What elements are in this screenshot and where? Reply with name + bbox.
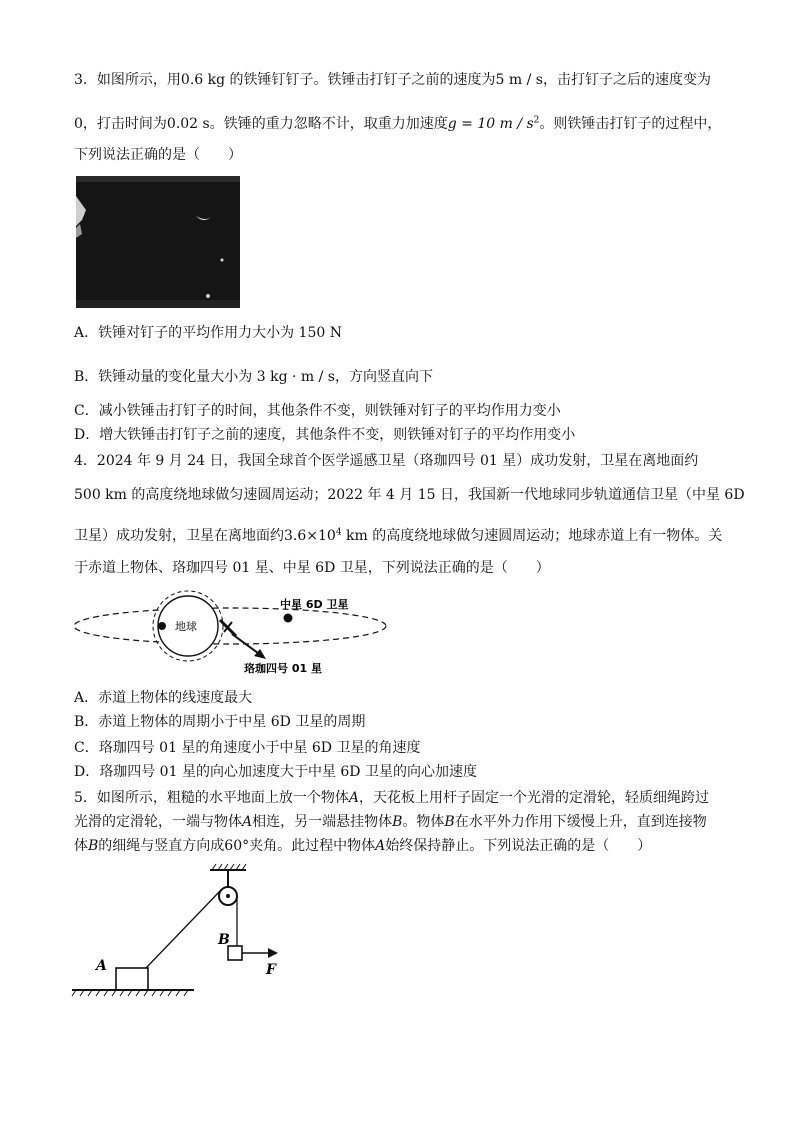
q4-option-a: A．赤道上物体的线速度最大	[74, 690, 253, 706]
label-b: B	[218, 932, 230, 948]
q4-option-c: C．珞珈四号 01 星的角速度小于中星 6D 卫星的角速度	[74, 740, 421, 756]
earth-label: 地球	[175, 620, 197, 633]
leo-satellite-label: 珞珈四号 01 星	[244, 662, 322, 675]
q3-line3: 下列说法正确的是（ ）	[74, 147, 242, 163]
q4-line1: 4．2024 年 9 月 24 日，我国全球首个医学遥感卫星（珞珈四号 01 星）成功发射，卫星在离地面约	[74, 453, 699, 469]
label-f: F	[266, 962, 276, 978]
pulley-diagram	[70, 862, 290, 1002]
q4-option-d: D．珞珈四号 01 星的向心加速度大于中星 6D 卫星的向心加速度	[74, 764, 477, 780]
block-b	[228, 946, 242, 960]
q5-line3: 体B的细绳与竖直方向成60°夹角。此过程中物体A始终保持静止。下列说法正确的是（ ）	[74, 838, 652, 854]
equator-object-dot	[158, 622, 166, 630]
q4-line4: 于赤道上物体、珞珈四号 01 星、中星 6D 卫星，下列说法正确的是（ ）	[74, 560, 550, 576]
label-a: A	[96, 958, 107, 974]
q4-line2: 500 km 的高度绕地球做匀速圆周运动；2022 年 4 月 15 日，我国新一代地球同步轨道通信卫星（中星 6D	[74, 487, 745, 503]
geo-satellite-dot	[284, 614, 293, 623]
orbit-diagram	[66, 590, 406, 678]
block-a	[116, 968, 148, 990]
q3-option-d: D．增大铁锤击打钉子之前的速度，其他条件不变，则铁锤对钉子的平均作用变小	[74, 427, 576, 443]
q3-option-c: C．减小铁锤击打钉子的时间，其他条件不变，则铁锤对钉子的平均作用力变小	[74, 403, 561, 419]
q3-line1: 3．如图所示，用0.6 kg 的铁锤钉钉子。铁锤击打钉子之前的速度为5 m / s，击打钉子之后的速度变为	[74, 72, 711, 88]
q5-line2: 光滑的定滑轮，一端与物体A相连，另一端悬挂物体B。物体B在水平外力作用下缓慢上升，直到连接物	[74, 814, 707, 830]
q3-line2: 0，打击时间为0.02 s。铁锤的重力忽略不计，取重力加速度g = 10 m / $s^2$。则铁锤击打钉子的过程中，	[74, 115, 722, 132]
hammer-nail-photo	[76, 176, 240, 308]
q3-option-a: A．铁锤对钉子的平均作用力大小为 150 N	[74, 325, 342, 341]
geo-satellite-label: 中星 6D 卫星	[280, 598, 349, 611]
q3-option-b: B．铁锤动量的变化量大小为 3 kg · m / s，方向竖直向下	[74, 369, 433, 385]
q4-line3: 卫星）成功发射，卫星在离地面约$3.6\times 10^4$ km 的高度绕地球做匀速圆周运动；地球赤道上有一物体。关	[74, 527, 723, 544]
q4-option-b: B．赤道上物体的周期小于中星 6D 卫星的周期	[74, 714, 366, 730]
q5-line1: 5．如图所示，粗糙的水平地面上放一个物体A，天花板上用杆子固定一个光滑的定滑轮，轻质细绳跨过	[74, 790, 710, 806]
